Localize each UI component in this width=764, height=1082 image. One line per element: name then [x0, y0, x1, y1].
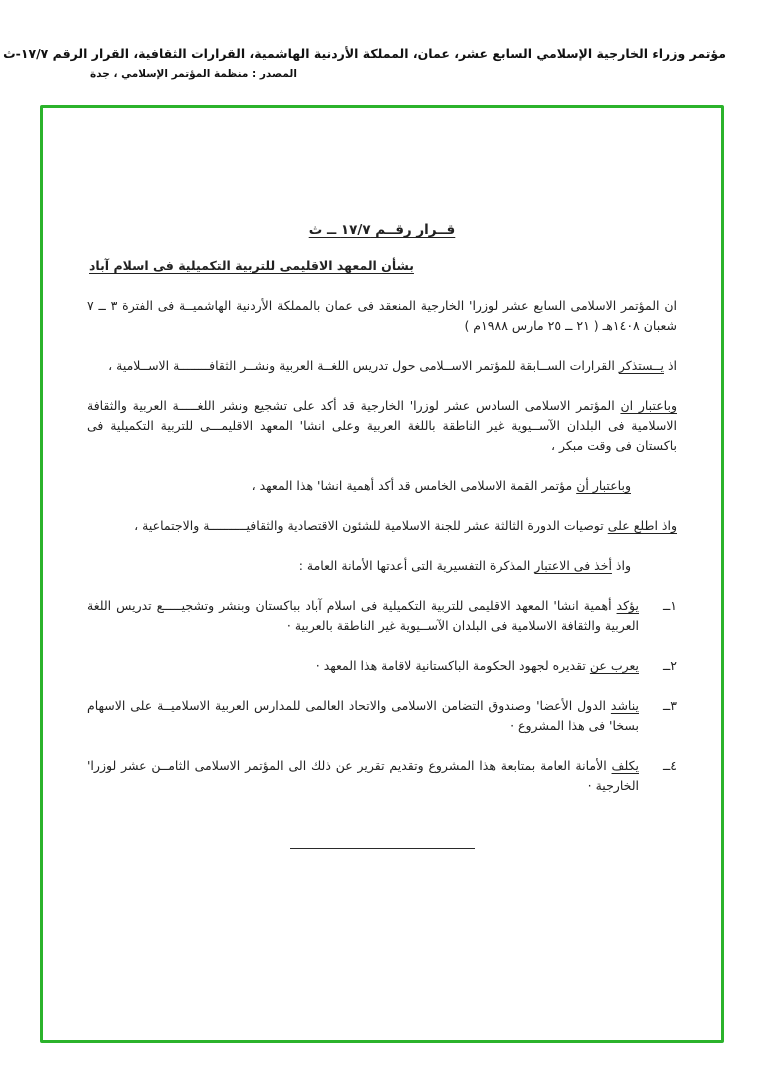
item-body: الدول الأعضا' وصندوق التضامن الاسلامى والاتحاد العالمى للمدارس العربية الاسلاميــة على الاسهام بسخا' فى هذا المشروع · — [87, 698, 639, 733]
item-text — [87, 696, 639, 736]
item-text — [87, 596, 639, 636]
resolution-title-text: قــرار رقــم ١٧/٧ ــ ث — [308, 222, 456, 238]
paragraph-text: القرارات الســابقة للمؤتمر الاســلامى حول تدريس اللغــة العربية ونشــر الثقافــــــــة الاســلامية ، — [108, 358, 619, 373]
preamble-paragraph-4 — [87, 476, 677, 496]
paragraph-lead: يــستذكر — [618, 358, 664, 373]
citation-line: مؤتمر وزراء الخارجية الإسلامي السابع عشر، عمان، المملكة الأردنية الهاشمية، القرارات الثقافية، القرار الرقم ١٧/٧-ث — [3, 46, 726, 61]
item-body: تقديره لجهود الحكومة الباكستانية لاقامة هذا المعهد · — [315, 658, 590, 673]
paragraph-lead: أخذ فى الاعتبار — [534, 558, 612, 573]
preamble-paragraph-3 — [87, 396, 677, 456]
paragraph-pre: واذ — [611, 558, 631, 573]
document-frame — [40, 105, 724, 1043]
item-lead: يعرب عن — [589, 658, 639, 673]
preamble-paragraph-6 — [87, 556, 677, 576]
paragraph-lead: وباعتبار أن — [576, 478, 631, 493]
paragraph-lead: واذ اطلع على — [607, 518, 677, 533]
resolution-title — [87, 220, 677, 240]
item-number: ٢ــ — [662, 658, 677, 673]
paragraph-text: توصيات الدورة الثالثة عشر للجنة الاسلامية للشئون الاقتصادية والثقافيــــــــــة والاجتماعية ، — [134, 518, 608, 533]
resolution-item-3 — [87, 696, 677, 736]
paragraph-text: ان المؤتمر الاسلامى السابع عشر لوزرا' الخارجية المنعقد فى عمان بالمملكة الأردنية الهاشميــة فى الفترة ٣ ــ ٧ شعبان ١٤٠٨هـ ( ٢١ ــ ٢٥ مارس ١٩٨٨م ) — [87, 298, 677, 333]
preamble-paragraph-2 — [87, 356, 677, 376]
resolution-subject — [89, 256, 414, 276]
paragraph-lead: وباعتبار ان — [620, 398, 677, 413]
resolution-item-1 — [87, 596, 677, 636]
document-content — [43, 108, 721, 1040]
signature-line — [290, 848, 475, 849]
paragraph-text: المذكرة التفسيرية التى أعدتها الأمانة العامة : — [298, 558, 535, 573]
source-line: المصدر : منظمة المؤتمر الإسلامي ، جدة — [90, 68, 297, 80]
preamble-paragraph-5 — [87, 516, 677, 536]
item-lead: يكلف — [611, 758, 639, 773]
paragraph-pre: اذ — [663, 358, 677, 373]
resolution-item-2 — [87, 656, 677, 676]
preamble-paragraph-1 — [87, 296, 677, 336]
resolution-item-4 — [87, 756, 677, 796]
item-text — [87, 756, 639, 796]
item-number: ١ــ — [662, 598, 677, 613]
page-header — [3, 46, 726, 80]
item-number: ٤ــ — [662, 758, 677, 773]
item-body: الأمانة العامة بمتابعة هذا المشروع وتقديم تقرير عن ذلك الى المؤتمر الاسلامى الثامــن عشر لوزرا' الخارجية · — [87, 758, 639, 793]
resolution-subject-text: بشأن المعهد الاقليمى للتربية التكميلية فى اسلام آباد — [89, 258, 414, 273]
paragraph-text: مؤتمر القمة الاسلامى الخامس قد أكد أهمية انشا' هذا المعهد ، — [251, 478, 577, 493]
item-number: ٣ــ — [662, 698, 677, 713]
item-lead: يؤكد — [616, 598, 639, 613]
paragraph-text: المؤتمر الاسلامى السادس عشر لوزرا' الخارجية قد أكد على تشجيع ونشر اللغـــــة العربية والثقافة الاسلامية فى البلدان الآســيوية غير الناطقة باللغة العربية وعلى انشا' المعهد الاقليمـــى للتربية التكميلية فى باكستان فى وقت مبكر ، — [87, 398, 677, 453]
item-body: أهمية انشا' المعهد الاقليمى للتربية التكميلية فى اسلام آباد بباكستان وبنشر وتشجيـــــع تدريس اللغة العربية والثقافة الاسلامية فى البلدان الآســيوية غير الناطقة بالعربية · — [87, 598, 639, 633]
item-lead: يناشد — [610, 698, 639, 713]
item-text — [87, 656, 639, 676]
